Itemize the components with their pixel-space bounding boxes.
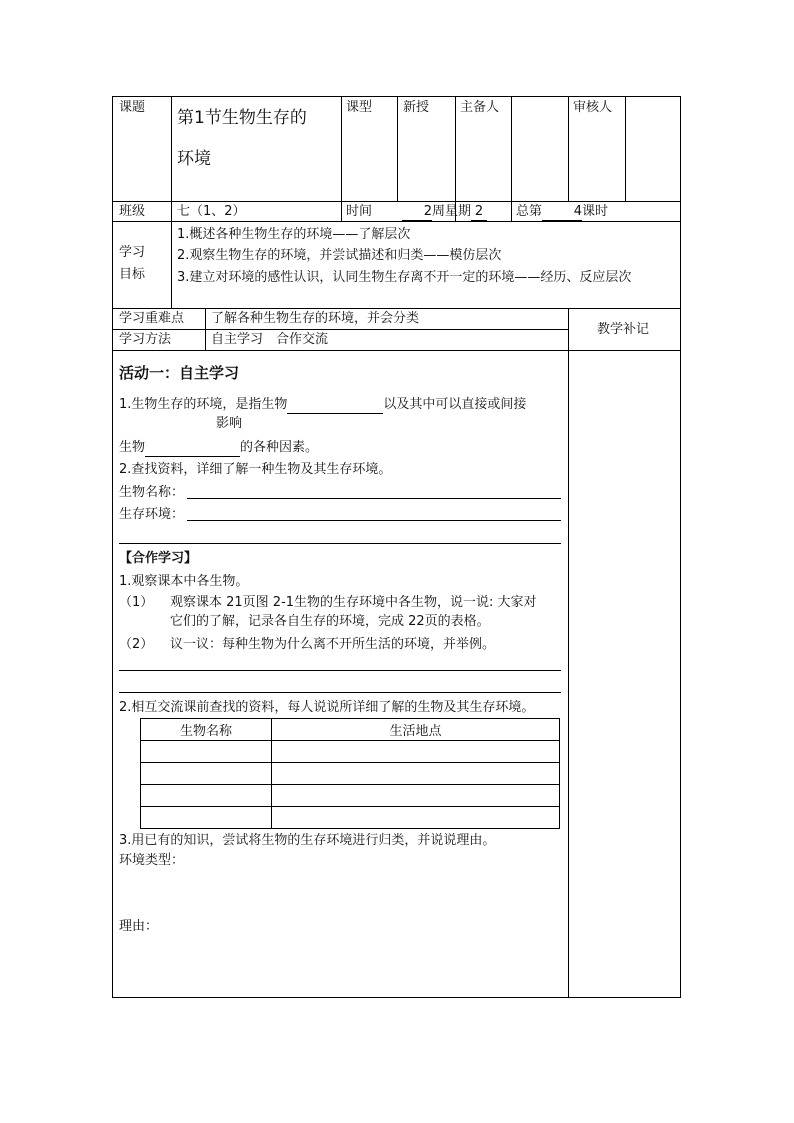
week-number: 2 [402,204,432,221]
answer-line[interactable] [119,692,561,693]
time-value [402,204,487,221]
type-value: 新授 [403,100,430,115]
objectives-label-line1: 学习 [119,245,146,260]
table-cell[interactable] [141,807,272,829]
sub1-line2: 它们的了解，记录各自生存的环境，完成 22页的表格。 [170,614,490,629]
living-env-input-line-2[interactable] [119,543,561,544]
table-header-habitat: 生活地点 [272,719,560,741]
time-label: 时间 [346,204,373,219]
table-row [141,763,560,785]
q1-part5: 的各种因素。 [240,440,319,455]
sub2-text: 议一议：每种生物为什么离不开所生活的环境，并举例。 [170,637,496,652]
table-border-left [112,96,113,997]
col-divider [171,221,172,308]
col-divider [568,308,569,997]
objective-item: 3.建立对环境的感性认识，认同生物生存离不开一定的环境——经历、反应层次 [177,270,632,285]
table-cell[interactable] [272,741,560,763]
table-row [141,741,560,763]
row-divider [112,221,681,222]
total-suffix: 课时 [582,204,609,219]
sub2-number: （2） [119,637,154,652]
living-env-input-line[interactable] [187,520,561,521]
organism-habitat-table [140,718,560,829]
row-divider [112,201,681,202]
reason-label: 理由： [119,919,159,934]
activity1-q1-line2 [119,440,318,457]
table-border-right [680,96,681,997]
col-divider [568,96,569,201]
table-cell[interactable] [141,785,272,807]
env-type-label: 环境类型： [119,853,185,868]
type-label: 课型 [346,100,373,115]
method-value: 自主学习 合作交流 [211,332,329,347]
total-lessons [516,204,608,221]
row-divider [112,329,568,330]
preparer-label: 主备人 [460,100,500,115]
activity1-q2: 2.查找资料，详细了解一种生物及其生存环境。 [119,462,392,477]
sub1-number: （1） [119,595,154,610]
reviewer-label: 审核人 [573,100,613,115]
q1-blank2[interactable] [145,440,240,457]
activity1-q1-line1 [119,397,526,414]
total-prefix: 总第 [516,204,543,219]
focus-label: 学习重难点 [119,311,185,326]
col-divider [397,96,398,201]
living-env-label: 生存环境： [119,507,185,522]
week-mid-text: 周星期 [432,204,472,219]
table-border-bottom [112,997,681,998]
objectives-label-line2: 目标 [119,267,146,282]
col-divider [511,96,512,221]
row-divider [112,308,681,309]
q1-part3: 影响 [216,416,243,431]
q1-part1: 1.生物生存的环境，是指生物 [119,397,288,412]
col-divider [341,96,342,221]
answer-line[interactable] [119,670,561,671]
table-row [141,785,560,807]
table-cell[interactable] [272,807,560,829]
cooperation-q3: 3.用已有的知识，尝试将生物的生存环境进行归类，并说说理由。 [119,833,496,848]
objective-item: 2.观察生物生存的环境，并尝试描述和归类——模仿层次 [177,248,502,263]
col-divider [625,96,626,201]
row-divider [112,350,681,351]
q1-blank1[interactable] [287,397,383,414]
table-cell[interactable] [141,763,272,785]
topic-value-line1: 第1节生物生存的 [177,108,307,128]
table-cell[interactable] [272,763,560,785]
objective-item: 1.概述各种生物生存的环境——了解层次 [177,227,411,242]
focus-value: 了解各种生物生存的环境，并会分类 [211,311,420,326]
q1-part2: 以及其中可以直接或间接 [383,397,527,412]
day-number: 2 [471,204,487,221]
notes-label: 教学补记 [597,322,650,337]
sub1-line1: 观察课本 21页图 2-1生物的生存环境中各生物，说一说: 大家对 [170,595,537,610]
topic-label: 课题 [119,100,146,115]
organism-name-label: 生物名称： [119,485,185,500]
cooperation-q1: 1.观察课本中各生物。 [119,574,249,589]
class-label: 班级 [119,204,146,219]
cooperation-title: 【合作学习】 [119,551,198,566]
cooperation-q2: 2.相互交流课前查找的资料，每人说说所详细了解的生物及其生存环境。 [119,700,535,715]
organism-name-input-line[interactable] [187,498,561,499]
col-divider [171,96,172,221]
table-row [141,807,560,829]
col-divider [455,96,456,221]
method-label: 学习方法 [119,332,172,347]
total-number: 4 [542,204,582,221]
table-cell[interactable] [272,785,560,807]
col-divider [205,308,206,350]
activity1-title: 活动一：自主学习 [119,364,240,382]
q1-part4: 生物 [119,440,146,455]
table-header-organism: 生物名称 [141,719,272,741]
table-cell[interactable] [141,741,272,763]
topic-value-line2: 环境 [177,149,211,169]
class-value: 七（1、2） [177,204,246,219]
